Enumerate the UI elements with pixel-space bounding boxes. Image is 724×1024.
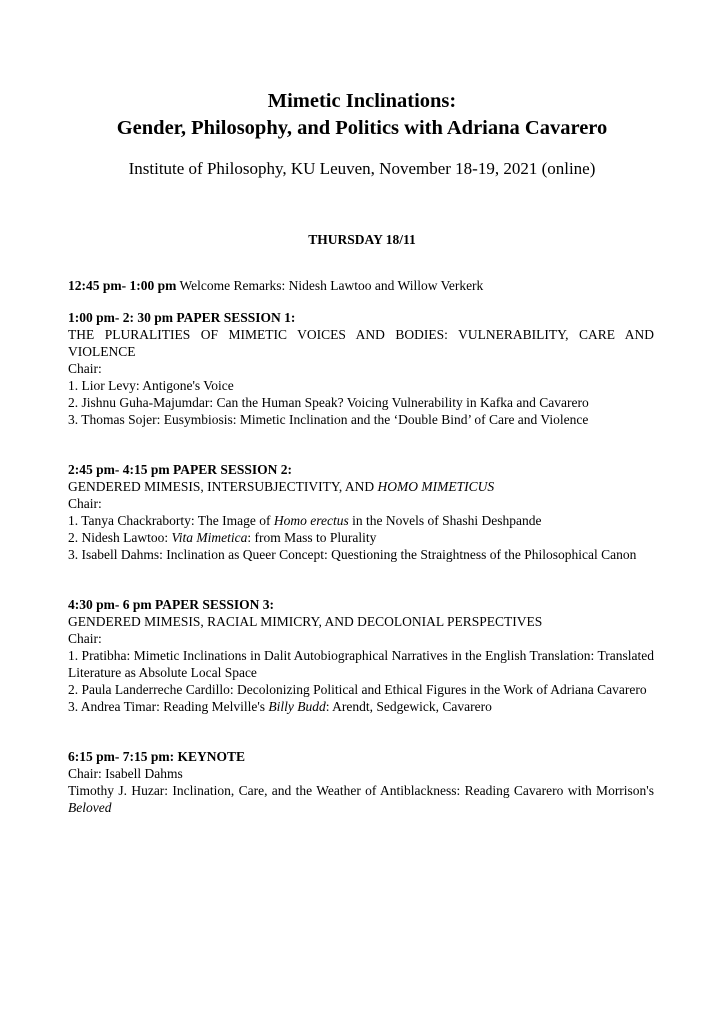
session-1-paper-2: 2. Jishnu Guha-Majumdar: Can the Human Speak? Voicing Vulnerability in Kafka and Cavarero [68,395,589,410]
session-1-theme: THE PLURALITIES OF MIMETIC VOICES AND BODIES: VULNERABILITY, CARE AND VIOLENCE [68,327,654,359]
paper-text: : Arendt, Sedgewick, Cavarero [325,699,492,714]
session-2-chair: Chair: [68,496,102,511]
session-3-paper-3 [68,698,654,715]
welcome-text: Welcome Remarks: Nidesh Lawtoo and Willow Verkerk [176,278,484,293]
session-3-time: 4:30 pm- 6 pm PAPER SESSION 3: [68,597,275,612]
keynote-block [68,748,654,816]
paper-text: 1. Tanya Chackraborty: The Image of [68,513,274,528]
session-3-theme: GENDERED MIMESIS, RACIAL MIMICRY, AND DECOLONIAL PERSPECTIVES [68,614,543,629]
program-schedule [68,277,654,816]
session-1-paper-3: 3. Thomas Sojer: Eusymbiosis: Mimetic Inclination and the ‘Double Bind’ of Care and Violence [68,412,589,427]
document-title [0,88,724,142]
session-2-paper-1 [68,512,654,529]
paper-text: 2. Nidesh Lawtoo: [68,530,172,545]
session-2-theme-text: GENDERED MIMESIS, INTERSUBJECTIVITY, AND [68,479,378,494]
session-1-chair: Chair: [68,361,102,376]
session-1-time: 1:00 pm- 2: 30 pm PAPER SESSION 1: [68,310,296,325]
session-1-block [68,309,654,428]
session-2-theme-italic: HOMO MIMETICUS [377,479,495,494]
session-2-block [68,461,654,563]
paper-text: : from Mass to Plurality [247,530,377,545]
event-subtitle: Institute of Philosophy, KU Leuven, November 18-19, 2021 (online) [128,159,596,178]
session-2-paper-2 [68,529,654,546]
welcome-time: 12:45 pm- 1:00 pm [68,278,177,293]
day-heading: THURSDAY 18/11 [308,232,416,247]
welcome-line [68,277,654,294]
paper-italic: Billy Budd [268,699,326,714]
paper-italic: Vita Mimetica [171,530,248,545]
keynote-chair: Chair: Isabell Dahms [68,766,183,781]
session-2-time: 2:45 pm- 4:15 pm PAPER SESSION 2: [68,462,293,477]
title-line-1: Mimetic Inclinations: [267,90,457,112]
session-1-paper-1: 1. Lior Levy: Antigone's Voice [68,378,234,393]
session-3-block [68,596,654,715]
session-3-paper-1: 1. Pratibha: Mimetic Inclinations in Dalit Autobiographical Narratives in the English Translation: Translated Literature as Absolute Local Space [68,648,654,680]
paper-text: 3. Andrea Timar: Reading Melville's [68,699,269,714]
keynote-talk-text: Timothy J. Huzar: Inclination, Care, and the Weather of Antiblackness: Reading Cavarero with Morrison's [68,783,654,798]
paper-text: in the Novels of Shashi Deshpande [348,513,542,528]
keynote-time: 6:15 pm- 7:15 pm: KEYNOTE [68,749,246,764]
session-3-paper-2: 2. Paula Landerreche Cardillo: Decolonizing Political and Ethical Figures in the Work of Adriana Cavarero [68,682,647,697]
title-line-2: Gender, Philosophy, and Politics with Adriana Cavarero [116,117,608,139]
keynote-talk [68,782,654,816]
session-2-theme [68,478,654,495]
session-2-paper-3: 3. Isabell Dahms: Inclination as Queer Concept: Questioning the Straightness of the Philosophical Canon [68,547,637,562]
paper-italic: Homo erectus [273,513,349,528]
keynote-talk-italic: Beloved [68,800,112,815]
session-3-chair: Chair: [68,631,102,646]
welcome-block [68,277,654,294]
